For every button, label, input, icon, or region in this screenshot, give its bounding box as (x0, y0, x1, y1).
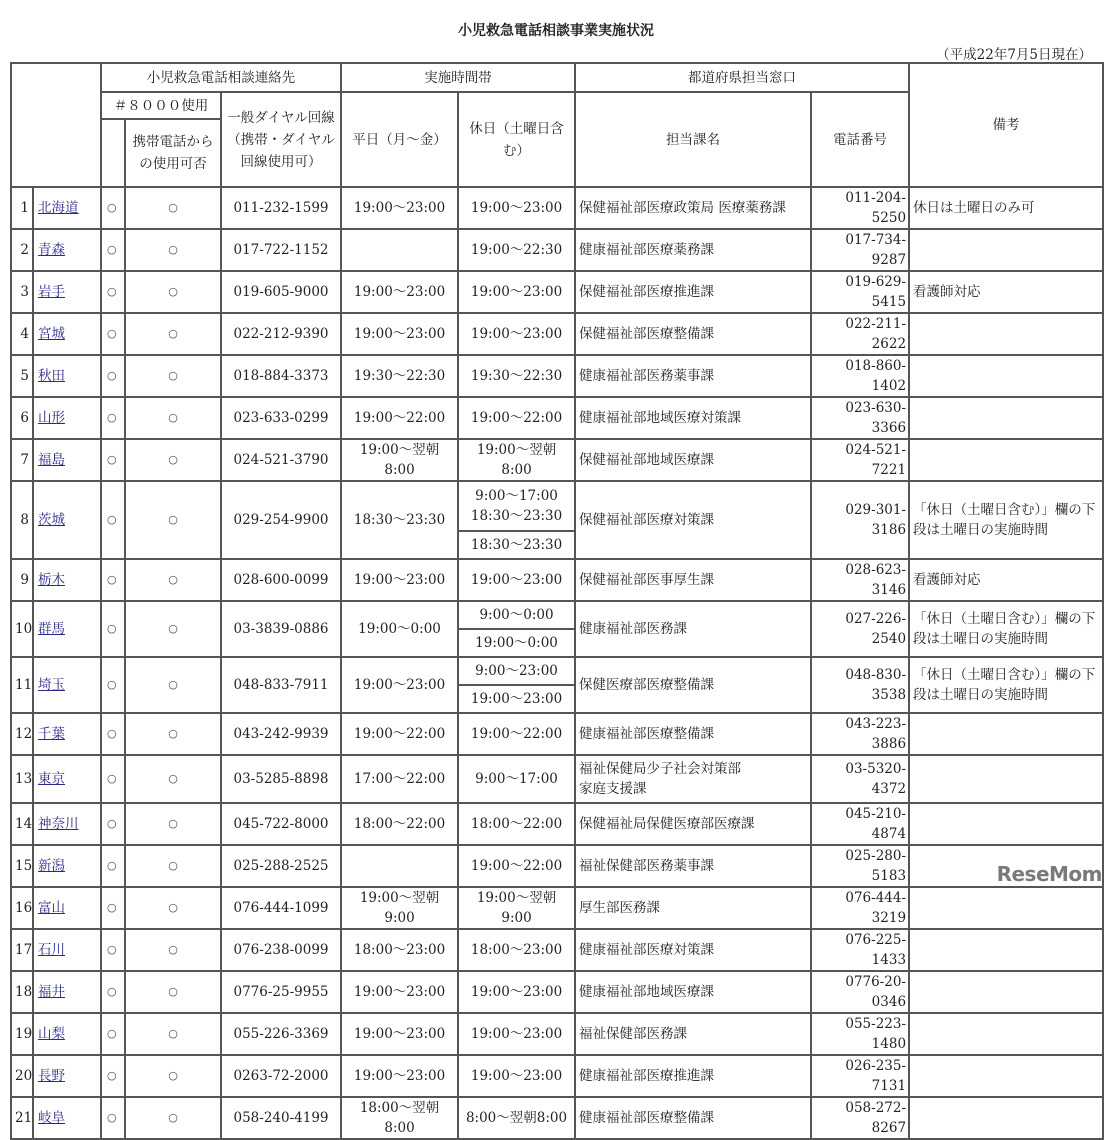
department-name: 保健福祉部医療推進課 (575, 271, 811, 313)
prefecture-link[interactable]: 長野 (38, 1068, 65, 1084)
holiday-hours: 18:00～22:00 (458, 803, 575, 845)
table-row (11, 271, 1103, 313)
general-dial-number: 045-722-8000 (221, 803, 341, 845)
department-name: 健康福祉部地域医療課 (575, 971, 811, 1013)
row-number: 20 (11, 1055, 33, 1097)
mobile-use-mark: ○ (125, 481, 221, 559)
notes (909, 313, 1103, 355)
use-8000-mark: ○ (101, 803, 125, 845)
department-phone: 025-280-5183 (811, 845, 909, 887)
mobile-use-mark: ○ (125, 929, 221, 971)
general-dial-number: 028-600-0099 (221, 559, 341, 601)
row-number: 14 (11, 803, 33, 845)
general-dial-number: 055-226-3369 (221, 1013, 341, 1055)
prefecture-cell (33, 971, 101, 1013)
mobile-use-mark: ○ (125, 845, 221, 887)
prefecture-cell (33, 313, 101, 355)
department-phone: 022-211-2622 (811, 313, 909, 355)
row-number: 6 (11, 397, 33, 439)
weekday-hours: 19:00～23:00 (341, 1013, 458, 1055)
mobile-use-mark: ○ (125, 355, 221, 397)
notes (909, 887, 1103, 929)
mobile-use-mark: ○ (125, 601, 221, 657)
row-number: 13 (11, 755, 33, 803)
general-dial-number: 043-242-9939 (221, 713, 341, 755)
holiday-hours: 19:00～22:00 (458, 397, 575, 439)
department-name: 健康福祉部医務課 (575, 601, 811, 657)
general-dial-number: 023-633-0299 (221, 397, 341, 439)
weekday-hours: 19:00～23:00 (341, 657, 458, 713)
use-8000-mark: ○ (101, 313, 125, 355)
holiday-hours: 19:00～翌朝8:00 (458, 439, 575, 481)
holiday-hours (458, 481, 575, 559)
department-phone: 076-444-3219 (811, 887, 909, 929)
weekday-hours (341, 229, 458, 271)
notes (909, 229, 1103, 271)
general-dial-number: 019-605-9000 (221, 271, 341, 313)
department-name: 福祉保健部医務課 (575, 1013, 811, 1055)
table-row (11, 313, 1103, 355)
use-8000-mark: ○ (101, 929, 125, 971)
holiday-hours: 19:00～23:00 (458, 971, 575, 1013)
prefecture-cell (33, 271, 101, 313)
prefecture-link[interactable]: 群馬 (38, 621, 65, 637)
holiday-hours: 19:00～23:00 (458, 313, 575, 355)
prefecture-link[interactable]: 石川 (38, 942, 65, 958)
mobile-use-mark: ○ (125, 313, 221, 355)
department-name: 健康福祉部医療対策課 (575, 929, 811, 971)
department-name: 厚生部医務課 (575, 887, 811, 929)
row-number: 2 (11, 229, 33, 271)
notes (909, 713, 1103, 755)
weekday-hours: 19:00～0:00 (341, 601, 458, 657)
table-row (11, 713, 1103, 755)
notes: 「休日（土曜日含む）」欄の下段は土曜日の実施時間 (909, 601, 1103, 657)
holiday-hours: 19:30～22:30 (458, 355, 575, 397)
header-dept: 担当課名 (575, 92, 811, 187)
notes (909, 397, 1103, 439)
table-row (11, 355, 1103, 397)
holiday-hours: 19:00～翌朝9:00 (458, 887, 575, 929)
notes: 「休日（土曜日含む）」欄の下段は土曜日の実施時間 (909, 657, 1103, 713)
weekday-hours (341, 845, 458, 887)
holiday-hours: 8:00～翌朝8:00 (458, 1097, 575, 1139)
row-number: 9 (11, 559, 33, 601)
department-phone: 019-629-5415 (811, 271, 909, 313)
header-hours: 実施時間帯 (341, 63, 575, 92)
general-dial-number: 018-884-3373 (221, 355, 341, 397)
prefecture-link[interactable]: 東京 (38, 771, 65, 787)
use-8000-mark: ○ (101, 601, 125, 657)
department-phone: 029-301-3186 (811, 481, 909, 559)
prefecture-cell (33, 845, 101, 887)
prefecture-link[interactable]: 埼玉 (38, 677, 65, 693)
row-number: 7 (11, 439, 33, 481)
general-dial-number: 017-722-1152 (221, 229, 341, 271)
prefecture-cell (33, 601, 101, 657)
department-phone: 011-204-5250 (811, 187, 909, 229)
prefecture-cell (33, 229, 101, 271)
table-row (11, 439, 1103, 481)
use-8000-mark: ○ (101, 397, 125, 439)
use-8000-mark: ○ (101, 657, 125, 713)
weekday-hours: 19:00～23:00 (341, 187, 458, 229)
notes (909, 929, 1103, 971)
department-phone: 024-521-7221 (811, 439, 909, 481)
mobile-use-mark: ○ (125, 187, 221, 229)
notes (909, 439, 1103, 481)
prefecture-link[interactable]: 山形 (38, 410, 65, 426)
status-table (10, 62, 1104, 1140)
prefecture-link[interactable]: 新潟 (38, 858, 65, 874)
mobile-use-mark: ○ (125, 397, 221, 439)
table-row (11, 1013, 1103, 1055)
holiday-hours-part: 9:00～23:00 (475, 663, 558, 679)
department-name: 保健福祉局保健医療部医療課 (575, 803, 811, 845)
prefecture-link[interactable]: 神奈川 (38, 816, 79, 832)
department-name: 健康福祉部医務薬事課 (575, 355, 811, 397)
general-dial-number: 022-212-9390 (221, 313, 341, 355)
notes: 看護師対応 (909, 271, 1103, 313)
row-number: 4 (11, 313, 33, 355)
table-row (11, 187, 1103, 229)
use-8000-mark: ○ (101, 481, 125, 559)
department-phone: 076-225-1433 (811, 929, 909, 971)
header-holiday: 休日（土曜日含む） (458, 92, 575, 187)
prefecture-cell (33, 657, 101, 713)
use-8000-mark: ○ (101, 1097, 125, 1139)
holiday-hours-part: 19:00～23:00 (459, 684, 574, 712)
row-number: 17 (11, 929, 33, 971)
weekday-hours: 19:00～22:00 (341, 397, 458, 439)
weekday-hours: 18:00～翌朝8:00 (341, 1097, 458, 1139)
mobile-use-mark: ○ (125, 755, 221, 803)
general-dial-number: 076-238-0099 (221, 929, 341, 971)
holiday-hours: 19:00～23:00 (458, 187, 575, 229)
use-8000-mark: ○ (101, 187, 125, 229)
holiday-hours-part: 19:00～0:00 (459, 628, 574, 656)
department-name: 福祉保健部医務薬事課 (575, 845, 811, 887)
holiday-hours: 19:00～23:00 (458, 1055, 575, 1097)
prefecture-link[interactable]: 秋田 (38, 368, 65, 384)
holiday-hours: 19:00～23:00 (458, 271, 575, 313)
holiday-hours (458, 601, 575, 657)
notes (909, 1013, 1103, 1055)
header-notes: 備考 (909, 63, 1103, 187)
weekday-hours: 19:00～23:00 (341, 1055, 458, 1097)
notes (909, 971, 1103, 1013)
row-number: 15 (11, 845, 33, 887)
general-dial-number: 03-3839-0886 (221, 601, 341, 657)
weekday-hours: 19:30～22:30 (341, 355, 458, 397)
prefecture-cell (33, 887, 101, 929)
header-contact: 小児救急電話相談連絡先 (101, 63, 341, 92)
mobile-use-mark: ○ (125, 229, 221, 271)
header-prefecture-window: 都道府県担当窓口 (575, 63, 909, 92)
general-dial-number: 076-444-1099 (221, 887, 341, 929)
weekday-hours: 18:30～23:30 (341, 481, 458, 559)
table-row (11, 229, 1103, 271)
mobile-use-mark: ○ (125, 657, 221, 713)
use-8000-mark: ○ (101, 755, 125, 803)
holiday-hours: 19:00～22:00 (458, 845, 575, 887)
department-name: 保健福祉部医療整備課 (575, 313, 811, 355)
use-8000-mark: ○ (101, 971, 125, 1013)
table-row (11, 1097, 1103, 1139)
weekday-hours: 19:00～22:00 (341, 713, 458, 755)
use-8000-mark: ○ (101, 713, 125, 755)
notes (909, 755, 1103, 803)
mobile-use-mark: ○ (125, 1013, 221, 1055)
row-number: 5 (11, 355, 33, 397)
table-row (11, 803, 1103, 845)
prefecture-cell (33, 559, 101, 601)
weekday-hours: 19:00～23:00 (341, 313, 458, 355)
holiday-hours: 9:00～17:00 (458, 755, 575, 803)
table-row (11, 971, 1103, 1013)
prefecture-link[interactable]: 福井 (38, 984, 65, 1000)
prefecture-cell (33, 355, 101, 397)
department-phone: 027-226-2540 (811, 601, 909, 657)
weekday-hours: 17:00～22:00 (341, 755, 458, 803)
mobile-use-mark: ○ (125, 439, 221, 481)
prefecture-cell (33, 755, 101, 803)
table-row (11, 481, 1103, 559)
mobile-use-mark: ○ (125, 1097, 221, 1139)
general-dial-number: 048-833-7911 (221, 657, 341, 713)
notes: 休日は土曜日のみ可 (909, 187, 1103, 229)
department-name: 保健福祉部地域医療課 (575, 439, 811, 481)
prefecture-link[interactable]: 富山 (38, 900, 65, 916)
prefecture-link[interactable]: 岩手 (38, 284, 65, 300)
department-phone: 043-223-3886 (811, 713, 909, 755)
department-phone: 028-623-3146 (811, 559, 909, 601)
table-row (11, 397, 1103, 439)
notes (909, 803, 1103, 845)
weekday-hours: 19:00～翌朝8:00 (341, 439, 458, 481)
department-name: 健康福祉部医療推進課 (575, 1055, 811, 1097)
notes: 看護師対応 (909, 559, 1103, 601)
row-number: 18 (11, 971, 33, 1013)
header-general-dial: 一般ダイヤル回線（携帯・ダイヤル回線使用可） (221, 92, 341, 187)
mobile-use-mark: ○ (125, 971, 221, 1013)
row-number: 1 (11, 187, 33, 229)
department-phone: 018-860-1402 (811, 355, 909, 397)
use-8000-mark: ○ (101, 1013, 125, 1055)
as-of-date: （平成22年7月5日現在） (936, 47, 1092, 63)
use-8000-mark: ○ (101, 229, 125, 271)
prefecture-link[interactable]: 山梨 (38, 1026, 65, 1042)
prefecture-cell (33, 929, 101, 971)
prefecture-cell (33, 1013, 101, 1055)
general-dial-number: 0263-72-2000 (221, 1055, 341, 1097)
department-phone: 058-272-8267 (811, 1097, 909, 1139)
prefecture-link[interactable]: 青森 (38, 242, 65, 258)
weekday-hours: 19:00～23:00 (341, 971, 458, 1013)
header-blank (11, 63, 101, 187)
holiday-hours-part: 9:00～17:00 18:30～23:30 (470, 488, 563, 524)
prefecture-link[interactable]: 茨城 (38, 512, 65, 528)
holiday-hours (458, 657, 575, 713)
resemom-logo: ReseMom (996, 862, 1102, 886)
weekday-hours: 18:00～22:00 (341, 803, 458, 845)
department-name: 健康福祉部医療薬務課 (575, 229, 811, 271)
department-phone: 026-235-7131 (811, 1055, 909, 1097)
general-dial-number: 0776-25-9955 (221, 971, 341, 1013)
prefecture-cell (33, 1097, 101, 1139)
table-row (11, 755, 1103, 803)
use-8000-mark: ○ (101, 559, 125, 601)
holiday-hours: 19:00～22:30 (458, 229, 575, 271)
prefecture-link[interactable]: 岐阜 (38, 1110, 65, 1126)
department-phone: 055-223-1480 (811, 1013, 909, 1055)
weekday-hours: 19:00～23:00 (341, 559, 458, 601)
row-number: 11 (11, 657, 33, 713)
mobile-use-mark: ○ (125, 271, 221, 313)
table-row (11, 559, 1103, 601)
prefecture-cell (33, 481, 101, 559)
table-row (11, 887, 1103, 929)
mobile-use-mark: ○ (125, 1055, 221, 1097)
general-dial-number: 058-240-4199 (221, 1097, 341, 1139)
notes: 「休日（土曜日含む）」欄の下段は土曜日の実施時間 (909, 481, 1103, 559)
header-phone: 電話番号 (811, 92, 909, 187)
prefecture-link[interactable]: 千葉 (38, 726, 65, 742)
notes (909, 1097, 1103, 1139)
row-number: 10 (11, 601, 33, 657)
general-dial-number: 011-232-1599 (221, 187, 341, 229)
department-name: 保健福祉部医事厚生課 (575, 559, 811, 601)
holiday-hours: 19:00～22:00 (458, 713, 575, 755)
page-title: 小児救急電話相談事業実施状況 (458, 23, 654, 39)
prefecture-cell (33, 803, 101, 845)
general-dial-number: 03-5285-8898 (221, 755, 341, 803)
department-phone: 03-5320-4372 (811, 755, 909, 803)
use-8000-mark: ○ (101, 271, 125, 313)
prefecture-cell (33, 187, 101, 229)
prefecture-cell (33, 397, 101, 439)
prefecture-link[interactable]: 栃木 (38, 572, 65, 588)
prefecture-link[interactable]: 福島 (38, 452, 65, 468)
header-weekday: 平日（月～金） (341, 92, 458, 187)
department-phone: 045-210-4874 (811, 803, 909, 845)
prefecture-link[interactable]: 宮城 (38, 326, 65, 342)
department-name: 保健福祉部医療政策局 医療薬務課 (575, 187, 811, 229)
department-phone: 0776-20-0346 (811, 971, 909, 1013)
header-mobile-use: 携帯電話からの使用可否 (125, 119, 221, 187)
general-dial-number: 029-254-9900 (221, 481, 341, 559)
header-use-8000: ＃８０００使用 (101, 92, 221, 119)
department-name: 健康福祉部医療整備課 (575, 1097, 811, 1139)
table-row (11, 845, 1103, 887)
table-row (11, 929, 1103, 971)
table-row (11, 1055, 1103, 1097)
mobile-use-mark: ○ (125, 803, 221, 845)
department-phone: 023-630-3366 (811, 397, 909, 439)
department-name: 健康福祉部地域医療対策課 (575, 397, 811, 439)
use-8000-mark: ○ (101, 887, 125, 929)
holiday-hours: 19:00～23:00 (458, 559, 575, 601)
use-8000-mark: ○ (101, 355, 125, 397)
row-number: 12 (11, 713, 33, 755)
weekday-hours: 19:00～23:00 (341, 271, 458, 313)
department-phone: 017-734-9287 (811, 229, 909, 271)
table-row (11, 657, 1103, 713)
department-name: 保健福祉部医療対策課 (575, 481, 811, 559)
row-number: 19 (11, 1013, 33, 1055)
use-8000-mark: ○ (101, 1055, 125, 1097)
holiday-hours-part: 18:30～23:30 (459, 530, 574, 558)
prefecture-cell (33, 713, 101, 755)
department-name: 保健医療部医療整備課 (575, 657, 811, 713)
department-phone: 048-830-3538 (811, 657, 909, 713)
weekday-hours: 18:00～23:00 (341, 929, 458, 971)
general-dial-number: 024-521-3790 (221, 439, 341, 481)
holiday-hours: 18:00～23:00 (458, 929, 575, 971)
holiday-hours-part: 9:00～0:00 (479, 607, 554, 623)
row-number: 8 (11, 481, 33, 559)
row-number: 16 (11, 887, 33, 929)
department-name: 福祉保健局少子社会対策部 家庭支援課 (575, 755, 811, 803)
general-dial-number: 025-288-2525 (221, 845, 341, 887)
mobile-use-mark: ○ (125, 559, 221, 601)
prefecture-cell (33, 439, 101, 481)
notes (909, 1055, 1103, 1097)
use-8000-mark: ○ (101, 845, 125, 887)
row-number: 21 (11, 1097, 33, 1139)
notes (909, 355, 1103, 397)
prefecture-cell (33, 1055, 101, 1097)
mobile-use-mark: ○ (125, 713, 221, 755)
holiday-hours: 19:00～23:00 (458, 1013, 575, 1055)
use-8000-mark: ○ (101, 439, 125, 481)
prefecture-link[interactable]: 北海道 (38, 200, 79, 216)
header-8000-blank (101, 119, 125, 187)
department-name: 健康福祉部医療整備課 (575, 713, 811, 755)
mobile-use-mark: ○ (125, 887, 221, 929)
weekday-hours: 19:00～翌朝9:00 (341, 887, 458, 929)
row-number: 3 (11, 271, 33, 313)
table-row (11, 601, 1103, 657)
